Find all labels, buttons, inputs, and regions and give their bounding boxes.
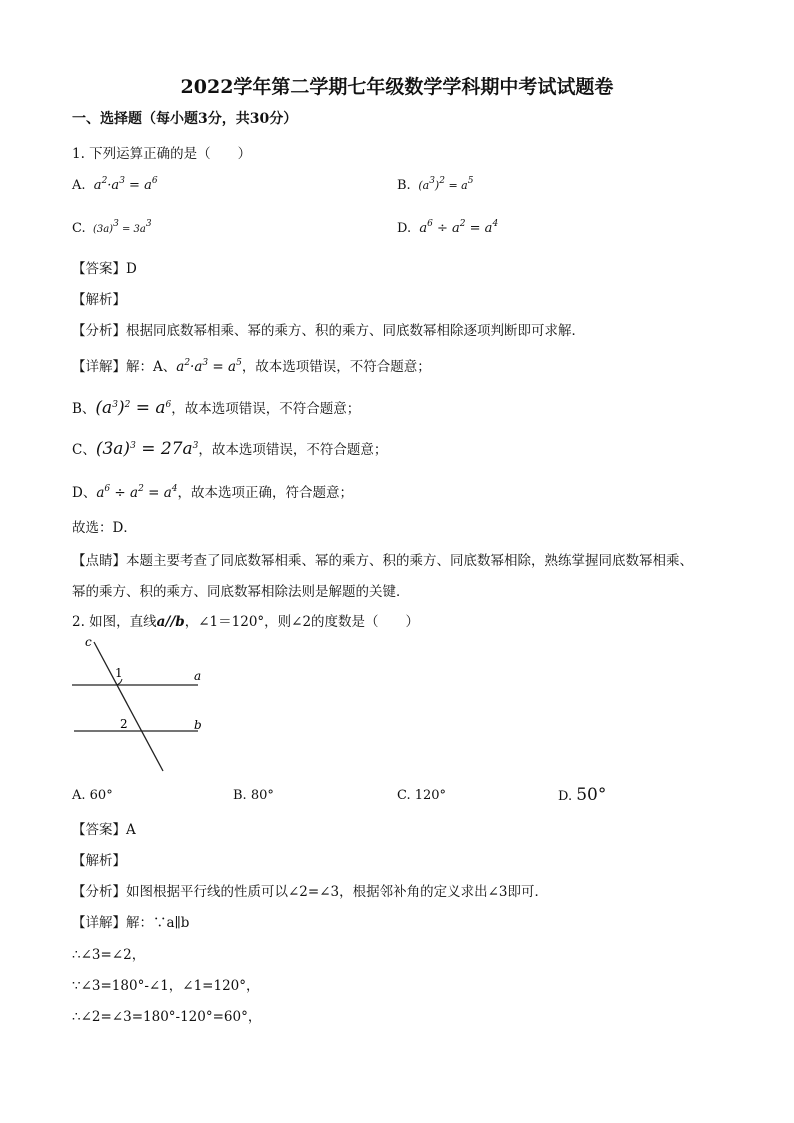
q2-detail: 【详解】解：∵a∥b — [72, 915, 190, 931]
q1-analysis-heading: 【解析】 — [72, 292, 126, 308]
q2-stem-mid: ，∠1＝120°，则∠2的度数是（ ） — [184, 614, 420, 630]
q1-stem: 1. 下列运算正确的是（ ） — [72, 146, 252, 162]
q2-stem-pre: 2. 如图，直线 — [72, 614, 157, 630]
parallel-lines-figure — [66, 630, 216, 779]
q2-step-3: ∴∠2=∠3=180°-120°=60°， — [72, 1009, 262, 1025]
q1-option-c: C. $(3a)^3 = 3a^3$ — [72, 219, 152, 236]
q1-choice: 故选：D． — [72, 520, 137, 536]
q1-option-c-label: C. — [72, 221, 86, 236]
q1-detail-d-label: D、 — [72, 485, 97, 501]
q1-detail-a: 【详解】解：A、$a^2\cdot a^3 = a^5$，故本选项错误，不符合题意； — [72, 358, 431, 375]
q2-option-c: C. 120° — [397, 788, 447, 803]
q1-analysis: 【分析】根据同底数幂相乘、幂的乘方、积的乘方、同底数幂相除逐项判断即可求解． — [72, 323, 585, 339]
q1-detail-label: 【详解】解：A、 — [72, 359, 177, 375]
line-c — [94, 642, 163, 771]
q2-stem: 2. 如图，直线a//b，∠1＝120°，则∠2的度数是（ ） — [72, 614, 420, 630]
q2-option-d-label: D. — [558, 789, 573, 804]
page-title: 2022学年第二学期七年级数学学科期中考试试题卷 — [180, 76, 614, 98]
q1-comment-line2: 幂的乘方、积的乘方、同底数幂相除法则是解题的关键． — [72, 584, 410, 600]
q2-option-a: A. 60° — [72, 788, 113, 803]
q2-step-2: ∵∠3=180°-∠1，∠1=120°， — [72, 978, 260, 994]
label-angle-2: 2 — [120, 717, 128, 731]
q1-option-a-label: A. — [72, 178, 86, 193]
label-a: a — [194, 669, 202, 683]
label-c: c — [85, 635, 92, 649]
q1-detail-d-tail: ，故本选项正确，符合题意； — [177, 485, 353, 501]
q1-detail-c-label: C、 — [72, 442, 96, 458]
q1-option-b: B. $(a^3)^2 = a^5$ — [397, 176, 474, 193]
q1-detail-d: D、$a^6 \div a^2 = a^4$，故本选项正确，符合题意； — [72, 484, 353, 501]
q1-option-d-label: D. — [397, 221, 412, 236]
q1-detail-b: B、$(a^3)^2 = a^6$，故本选项错误，不符合题意； — [72, 398, 361, 418]
q1-option-a: A. $a^2\cdot a^3 = a^6$ — [72, 176, 158, 193]
q1-detail-b-tail: ，故本选项错误，不符合题意； — [171, 401, 361, 417]
q2-analysis: 【分析】如图根据平行线的性质可以∠2=∠3，根据邻补角的定义求出∠3即可． — [72, 884, 549, 900]
q2-answer: 【答案】A — [72, 822, 136, 838]
q1-detail-b-label: B、 — [72, 401, 96, 417]
q1-option-b-label: B. — [397, 178, 411, 193]
q1-detail-c-tail: ，故本选项错误，不符合题意； — [198, 442, 388, 458]
q2-option-d — [558, 785, 606, 805]
section-heading: 一、选择题（每小题3分，共30分） — [72, 111, 298, 127]
q1-comment-line1: 【点睛】本题主要考查了同底数幂相乘、幂的乘方、积的乘方、同底数幂相除，熟练掌握同底数幂相乘、 — [72, 553, 693, 569]
q2-option-d-value: 50° — [576, 785, 607, 805]
q1-detail-c: C、$(3a)^3 = 27a^3$，故本选项错误，不符合题意； — [72, 439, 388, 459]
q1-answer: 【答案】D — [72, 261, 137, 277]
parallel-lines-diagram — [66, 630, 216, 775]
q2-option-b: B. 80° — [233, 788, 274, 803]
q1-detail-a-tail: ，故本选项错误，不符合题意； — [241, 359, 431, 375]
q2-analysis-heading: 【解析】 — [72, 853, 126, 869]
label-angle-1: 1 — [115, 666, 123, 680]
q2-step-1: ∴∠3=∠2， — [72, 947, 146, 963]
q1-option-d: D. $a^6 \div a^2 = a^4$ — [397, 219, 499, 236]
label-b: b — [194, 718, 202, 732]
